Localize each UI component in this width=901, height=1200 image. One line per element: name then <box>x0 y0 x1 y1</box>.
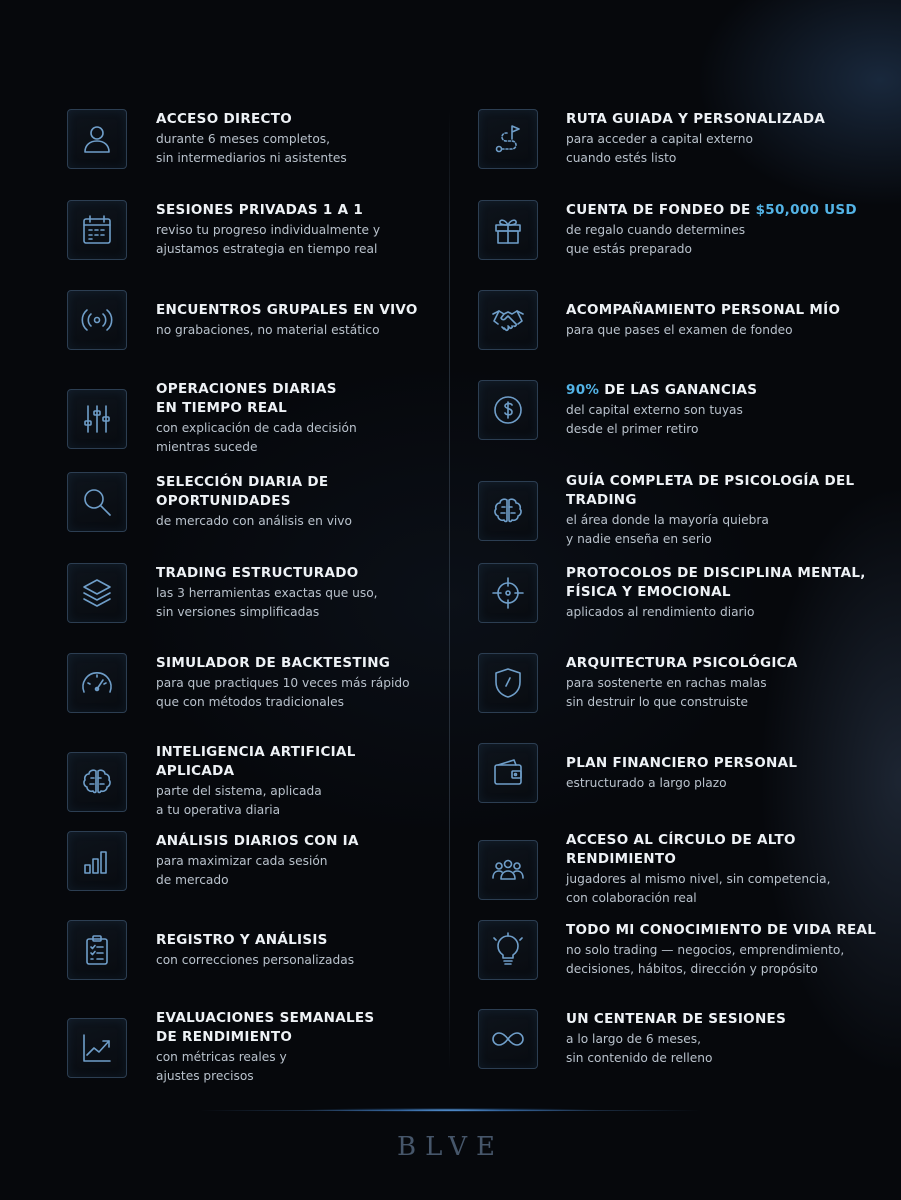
footer-glow <box>300 1108 600 1112</box>
feature-evaluaciones-semanales <box>67 1009 374 1086</box>
feature-title: TRADING ESTRUCTURADO <box>156 565 359 581</box>
feature-title: SIMULADOR DE BACKTESTING <box>156 655 391 671</box>
feature-title-highlight: $50,000 USD <box>755 202 857 218</box>
feature-analisis-ia <box>67 831 359 891</box>
feature-subtitle: estructurado a largo plazo <box>566 775 727 790</box>
feature-subtitle: las 3 herramientas exactas que uso, sin versiones simplificadas <box>156 586 378 619</box>
feature-subtitle: del capital externo son tuyas desde el primer retiro <box>566 403 743 436</box>
feature-trading-estructurado <box>67 563 378 623</box>
feature-title: ENCUENTROS GRUPALES EN VIVO <box>156 301 418 318</box>
speedometer-icon <box>67 653 127 713</box>
feature-title: EVALUACIONES SEMANALES DE RENDIMIENTO <box>156 1010 375 1045</box>
wallet-icon <box>478 743 538 803</box>
feature-acceso-directo <box>67 109 347 169</box>
feature-guia-psicologia <box>478 472 878 549</box>
feature-title: ANÁLISIS DIARIOS CON IA <box>156 833 359 849</box>
magnifier-icon <box>67 472 127 532</box>
feature-simulador-backtesting <box>67 653 410 713</box>
brand-logo: BLVE <box>396 1132 505 1162</box>
feature-inteligencia-artificial <box>67 743 427 820</box>
feature-conocimiento-vida-real <box>478 920 876 980</box>
feature-title: UN CENTENAR DE SESIONES <box>566 1011 787 1027</box>
lightbulb-icon <box>478 920 538 980</box>
gift-icon <box>478 200 538 260</box>
crosshair-icon <box>478 563 538 623</box>
feature-subtitle: no grabaciones, no material estático <box>156 322 380 337</box>
feature-subtitle: para acceder a capital externo cuando estés listo <box>566 132 753 165</box>
feature-ganancias <box>478 380 757 440</box>
feature-title: GUÍA COMPLETA DE PSICOLOGÍA DEL TRADING <box>566 473 855 508</box>
handshake-icon <box>478 290 538 350</box>
feature-subtitle: parte del sistema, aplicada a tu operativa diaria <box>156 784 322 817</box>
feature-title: RUTA GUIADA Y PERSONALIZADA <box>566 111 826 127</box>
feature-subtitle: para maximizar cada sesión de mercado <box>156 854 328 887</box>
feature-title: PLAN FINANCIERO PERSONAL <box>566 754 798 771</box>
route-flag-icon <box>478 109 538 169</box>
calendar-icon <box>67 200 127 260</box>
feature-subtitle: para que practiques 10 veces más rápido que con métodos tradicionales <box>156 676 410 709</box>
feature-subtitle: no solo trading — negocios, emprendimiento, decisiones, hábitos, dirección y propósito <box>566 943 845 976</box>
feature-protocolos-disciplina <box>478 563 866 623</box>
feature-title: ACOMPAÑAMIENTO PERSONAL MÍO <box>566 301 841 318</box>
column-divider <box>449 110 450 1070</box>
feature-sesiones-privadas <box>67 200 380 260</box>
feature-title-text: CUENTA DE FONDEO DE <box>566 202 756 218</box>
infinity-icon <box>478 1009 538 1069</box>
feature-subtitle: el área donde la mayoría quiebra y nadie enseña en serio <box>566 513 769 546</box>
feature-subtitle: con métricas reales y ajustes precisos <box>156 1050 287 1083</box>
feature-encuentros-grupales <box>67 290 418 350</box>
feature-centenar-sesiones <box>478 1009 786 1069</box>
feature-title-text: DE LAS GANANCIAS <box>599 382 758 398</box>
feature-title: TODO MI CONOCIMIENTO DE VIDA REAL <box>566 922 877 938</box>
feature-arquitectura-psicologica <box>478 653 798 713</box>
feature-subtitle: aplicados al rendimiento diario <box>566 605 755 619</box>
feature-title: OPERACIONES DIARIAS EN TIEMPO REAL <box>156 381 337 416</box>
feature-cuenta-fondeo <box>478 200 857 260</box>
dollar-coin-icon <box>478 380 538 440</box>
feature-title: ARQUITECTURA PSICOLÓGICA <box>566 655 798 671</box>
feature-title: SESIONES PRIVADAS 1 A 1 <box>156 202 364 218</box>
feature-subtitle: con explicación de cada decisión mientras sucede <box>156 421 357 454</box>
feature-title: ACCESO AL CÍRCULO DE ALTO RENDIMIENTO <box>566 832 796 867</box>
feature-subtitle: de regalo cuando determines que estás preparado <box>566 223 746 256</box>
feature-subtitle: para que pases el examen de fondeo <box>566 322 793 337</box>
feature-subtitle: de mercado con análisis en vivo <box>156 514 352 528</box>
clipboard-icon <box>67 920 127 980</box>
feature-subtitle: reviso tu progreso individualmente y ajustamos estrategia en tiempo real <box>156 223 381 256</box>
feature-circulo-alto-rendimiento <box>478 831 878 908</box>
feature-acompanamiento <box>478 290 840 350</box>
feature-subtitle: a lo largo de 6 meses, sin contenido de relleno <box>566 1032 713 1065</box>
feature-ruta-guiada <box>478 109 825 169</box>
feature-title: REGISTRO Y ANÁLISIS <box>156 931 328 948</box>
brain-icon <box>478 481 538 541</box>
brain-icon <box>67 752 127 812</box>
feature-title: ACCESO DIRECTO <box>156 111 293 127</box>
feature-title: PROTOCOLOS DE DISCIPLINA MENTAL, FÍSICA Y EMOCIONAL <box>566 565 866 600</box>
feature-title: INTELIGENCIA ARTIFICIAL APLICADA <box>156 744 356 779</box>
feature-plan-financiero <box>478 743 797 803</box>
broadcast-icon <box>67 290 127 350</box>
group-icon <box>478 840 538 900</box>
feature-registro-analisis <box>67 920 354 980</box>
feature-title <box>566 381 757 400</box>
feature-title <box>566 201 857 220</box>
feature-subtitle: con correcciones personalizadas <box>156 952 355 967</box>
feature-title-highlight: 90% <box>566 382 600 398</box>
feature-subtitle: durante 6 meses completos, sin intermediarios ni asistentes <box>156 132 347 165</box>
feature-title: SELECCIÓN DIARIA DE OPORTUNIDADES <box>156 474 329 509</box>
feature-operaciones-diarias <box>67 380 357 457</box>
shield-icon <box>478 653 538 713</box>
sliders-icon <box>67 389 127 449</box>
feature-seleccion-diaria <box>67 472 352 532</box>
feature-subtitle: para sostenerte en rachas malas sin destruir lo que construiste <box>566 676 767 709</box>
bar-chart-icon <box>67 831 127 891</box>
feature-subtitle: jugadores al mismo nivel, sin competencia, con colaboración real <box>566 872 831 905</box>
trend-up-icon <box>67 1018 127 1078</box>
layers-icon <box>67 563 127 623</box>
user-icon <box>67 109 127 169</box>
